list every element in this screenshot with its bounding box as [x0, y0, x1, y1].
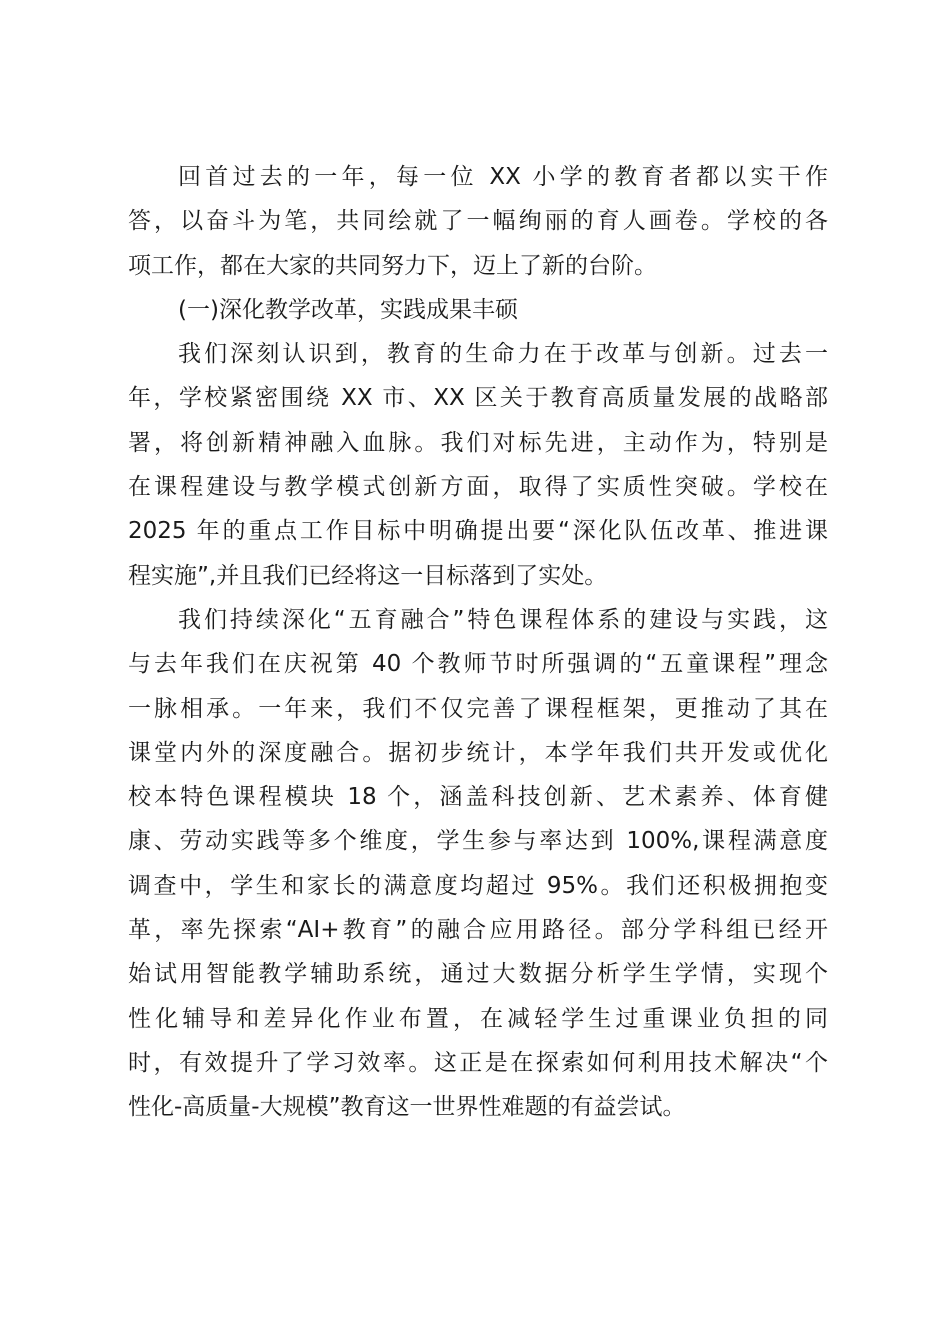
paragraph-reform — [128, 332, 828, 598]
text-line: 项工作，都在大家的共同努力下，迈上了新的台阶。 — [128, 252, 657, 279]
text-line: 始试用智能教学辅助系统，通过大数据分析学生学情，实现个 — [128, 961, 828, 988]
text-line: 署，将创新精神融入血脉。我们对标先进，主动作为，特别是 — [128, 429, 828, 456]
text-line: 时，有效提升了学习效率。这正是在探索如何利用技术解决“个 — [128, 1049, 828, 1076]
section-heading — [128, 288, 828, 332]
heading-text: (一)深化教学改革，实践成果丰硕 — [178, 296, 518, 323]
text-line: 课堂内外的深度融合。据初步统计，本学年我们共开发或优化 — [128, 739, 828, 766]
text-line: 年，学校紧密围绕 XX 市、XX 区关于教育高质量发展的战略部 — [128, 385, 828, 412]
text-line: 与去年我们在庆祝第 40 个教师节时所强调的“五童课程”理念 — [128, 651, 828, 678]
paragraph-curriculum — [128, 598, 828, 1130]
document-body — [128, 155, 828, 1130]
text-line: 答，以奋斗为笔，共同绘就了一幅绚丽的育人画卷。学校的各 — [128, 208, 828, 235]
text-line: 我们深刻认识到，教育的生命力在于改革与创新。过去一 — [178, 341, 828, 368]
text-line: 回首过去的一年，每一位 XX 小学的教育者都以实干作 — [178, 164, 828, 190]
text-line: 校本特色课程模块 18 个，涵盖科技创新、艺术素养、体育健 — [128, 784, 828, 811]
text-line: 性化辅导和差异化作业布置，在减轻学生过重课业负担的同 — [128, 1005, 828, 1032]
text-line: 革，率先探索“AI+教育”的融合应用路径。部分学科组已经开 — [128, 917, 828, 944]
text-line: 我们持续深化“五育融合”特色课程体系的建设与实践，这 — [178, 606, 828, 633]
text-line: 一脉相承。一年来，我们不仅完善了课程框架，更推动了其在 — [128, 695, 828, 722]
text-line: 性化-高质量-大规模”教育这一世界性难题的有益尝试。 — [128, 1094, 686, 1121]
text-line: 2025 年的重点工作目标中明确提出要“深化队伍改革、推进课 — [128, 518, 828, 545]
text-line: 程实施”,并且我们已经将这一目标落到了实处。 — [128, 562, 608, 589]
paragraph-intro — [128, 155, 828, 288]
text-line: 调查中，学生和家长的满意度均超过 95%。我们还积极拥抱变 — [128, 872, 828, 899]
text-line: 康、劳动实践等多个维度，学生参与率达到 100%,课程满意度 — [128, 828, 828, 855]
text-line: 在课程建设与教学模式创新方面，取得了实质性突破。学校在 — [128, 474, 828, 501]
